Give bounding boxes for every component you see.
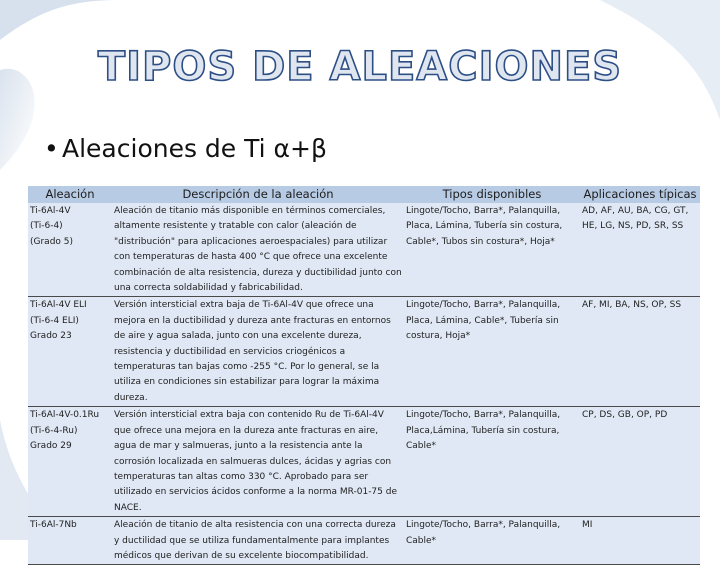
- alloy-code: (Ti-6-4 ELI): [30, 315, 79, 326]
- alloy-cell: [28, 203, 112, 297]
- alloy-cell: [28, 517, 112, 565]
- header-alloy: Aleación: [28, 186, 112, 203]
- types-cell: Lingote/Tocho, Barra*, Palanquilla, Cable*: [404, 517, 580, 565]
- table-header-row: [28, 186, 700, 203]
- table-row: [28, 203, 700, 297]
- applications-cell: AD, AF, AU, BA, CG, GT, HE, LG, NS, PD, SR, SS: [580, 203, 700, 297]
- header-applications: Aplicaciones típicas: [580, 186, 700, 203]
- applications-cell: AF, MI, BA, NS, OP, SS: [580, 297, 700, 407]
- description-cell: Aleación de titanio de alta resistencia con una correcta dureza y ductilidad que se utiliza fundamentalmente para implantes médicos que derivan de su excelente biocompatibilidad.: [112, 517, 404, 565]
- types-cell: Lingote/Tocho, Barra*, Palanquilla, Placa, Lámina, Tubería sin costura, Cable*, Tubos sin costura*, Hoja*: [404, 203, 580, 297]
- alloy-cell: [28, 297, 112, 407]
- applications-cell: MI: [580, 517, 700, 565]
- alloy-name: Ti-6Al-4V: [30, 206, 71, 216]
- header-types: Tipos disponibles: [404, 186, 580, 203]
- alloy-cell: [28, 407, 112, 517]
- alloy-name: Ti-6Al-4V ELI: [30, 300, 87, 311]
- applications-cell: CP, DS, GB, OP, PD: [580, 407, 700, 517]
- alloy-table: [28, 186, 700, 565]
- table-row: [28, 517, 700, 565]
- alloy-grade: Grado 23: [30, 331, 72, 342]
- alloy-grade: (Grado 5): [30, 236, 74, 247]
- alloy-code: (Ti-6-4): [30, 221, 63, 232]
- bullet-point: [44, 134, 327, 163]
- table-row: [28, 297, 700, 407]
- alloy-grade: Grado 29: [30, 441, 72, 452]
- types-cell: Lingote/Tocho, Barra*, Palanquilla, Placa, Lámina, Cable*, Tubería sin costura, Hoja*: [404, 297, 580, 407]
- alloy-code: (Ti-6-4-Ru): [30, 425, 78, 436]
- description-cell: Versión intersticial extra baja con contenido Ru de Ti-6Al-4V que ofrece una mejora en la dureza ante fracturas en aire, agua de mar y salmueras, junto a la resistencia ante la corrosión localizada en salmueras dulces, ácidas y agrias con temperaturas tan altas como 330 °C. Aprobado para ser utilizado en servicios ácidos conforme a la norma MR-01-75 de NACE.: [112, 407, 404, 517]
- description-cell: Versión intersticial extra baja de Ti-6Al-4V que ofrece una mejora en la ductibilidad y dureza ante fracturas en entornos de aire y agua salada, junto con una excelente dureza, resistencia y ductibilidad en servicios criogénicos a temperaturas tan bajas como -255 °C. Por lo general, se la utiliza en condiciones sin estabilizar para lograr la máxima dureza.: [112, 297, 404, 407]
- alloy-name: Ti-6Al-4V-0.1Ru: [30, 410, 100, 421]
- slide-title: TIPOS DE ALEACIONES: [97, 44, 623, 90]
- types-cell: Lingote/Tocho, Barra*, Palanquilla, Placa,Lámina, Tubería sin costura, Cable*: [404, 407, 580, 517]
- table-row: [28, 407, 700, 517]
- header-description: Descripción de la aleación: [112, 186, 404, 203]
- bullet-icon: •: [44, 134, 59, 163]
- bullet-text: Aleaciones de Ti α+β: [62, 134, 327, 163]
- description-cell: Aleación de titanio más disponible en términos comerciales, altamente resistente y tratable con calor (aleación de "distribución" para aplicaciones aeroespaciales) para utilizar con temperaturas de hasta 400 °C que ofrece una excelente combinación de alta resistencia, dureza y ductibilidad junto con una correcta soldabilidad y fabricabilidad.: [112, 203, 404, 297]
- alloy-name: Ti-6Al-7Nb: [30, 520, 77, 531]
